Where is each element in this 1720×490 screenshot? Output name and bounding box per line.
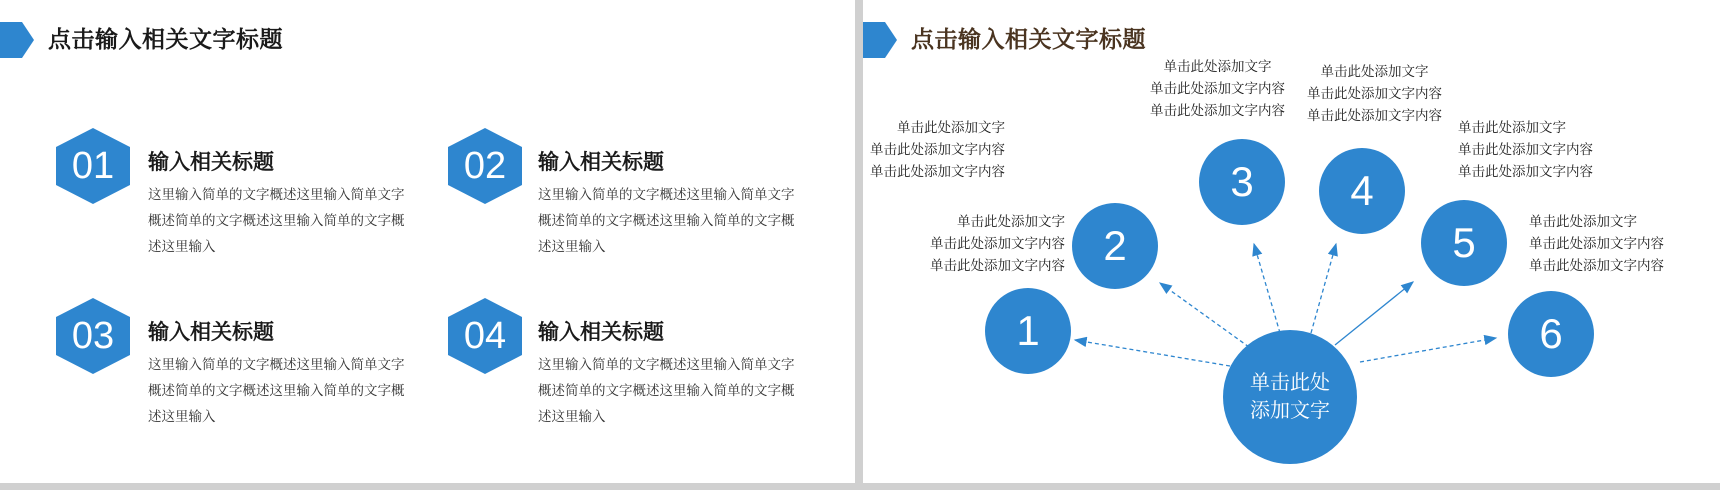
node-label-6[interactable]: 单击此处添加文字 单击此处添加文字内容 单击此处添加文字内容 [1529, 214, 1664, 274]
number-hexagon-badge [56, 128, 130, 204]
node-label-5[interactable]: 单击此处添加文字 单击此处添加文字内容 单击此处添加文字内容 [1458, 120, 1593, 180]
item-heading[interactable]: 输入相关标题 [538, 320, 664, 344]
node-circle-3[interactable]: 3 [1199, 139, 1285, 225]
badge-number: 04 [463, 315, 507, 357]
node-label-4[interactable]: 单击此处添加文字 单击此处添加文字内容 单击此处添加文字内容 [1307, 64, 1442, 124]
arrow-to-1 [1075, 340, 1230, 366]
node-label-1[interactable]: 单击此处添加文字 单击此处添加文字内容 单击此处添加文字内容 [930, 214, 1065, 274]
center-text-line2: 添加文字 [1250, 400, 1330, 422]
center-text-line1: 单击此处 [1250, 372, 1330, 394]
node-circle-5[interactable]: 5 [1421, 200, 1507, 286]
node-circle-2[interactable]: 2 [1072, 203, 1158, 289]
node-circle-6[interactable]: 6 [1508, 291, 1594, 377]
badge-number: 03 [71, 315, 115, 357]
number-hexagon-badge [448, 298, 522, 374]
slide-right [863, 0, 1720, 483]
arrow-to-3 [1254, 244, 1280, 333]
item-body-text[interactable]: 这里输入简单的文字概述这里输入简单文字概述简单的文字概述这里输入简单的文字概述这里输入 [538, 187, 795, 255]
node-circle-4[interactable]: 4 [1319, 148, 1405, 234]
arrow-to-4 [1311, 244, 1336, 333]
slide-left [0, 0, 855, 483]
item-body-text[interactable]: 这里输入简单的文字概述这里输入简单文字概述简单的文字概述这里输入简单的文字概述这里输入 [538, 357, 795, 425]
arrow-to-2 [1160, 283, 1249, 347]
slide-title[interactable]: 点击输入相关文字标题 [911, 27, 1146, 53]
item-heading[interactable]: 输入相关标题 [148, 150, 274, 174]
node-label-3[interactable]: 单击此处添加文字 单击此处添加文字内容 单击此处添加文字内容 [1150, 59, 1285, 119]
slide-title[interactable]: 点击输入相关文字标题 [48, 27, 283, 53]
item-heading[interactable]: 输入相关标题 [538, 150, 664, 174]
item-heading[interactable]: 输入相关标题 [148, 320, 274, 344]
arrow-to-6 [1360, 338, 1496, 362]
node-label-2[interactable]: 单击此处添加文字 单击此处添加文字内容 单击此处添加文字内容 [870, 120, 1005, 180]
item-body-text[interactable]: 这里输入简单的文字概述这里输入简单文字概述简单的文字概述这里输入简单的文字概述这里输入 [148, 187, 405, 255]
arrow-to-5 [1335, 282, 1413, 345]
title-marker-icon [0, 22, 34, 58]
badge-number: 02 [463, 145, 507, 187]
node-circle-1[interactable]: 1 [985, 288, 1071, 374]
number-hexagon-badge [448, 128, 522, 204]
number-hexagon-badge [56, 298, 130, 374]
center-circle[interactable] [1223, 330, 1357, 464]
item-body-text[interactable]: 这里输入简单的文字概述这里输入简单文字概述简单的文字概述这里输入简单的文字概述这里输入 [148, 357, 405, 425]
badge-number: 01 [71, 145, 115, 187]
